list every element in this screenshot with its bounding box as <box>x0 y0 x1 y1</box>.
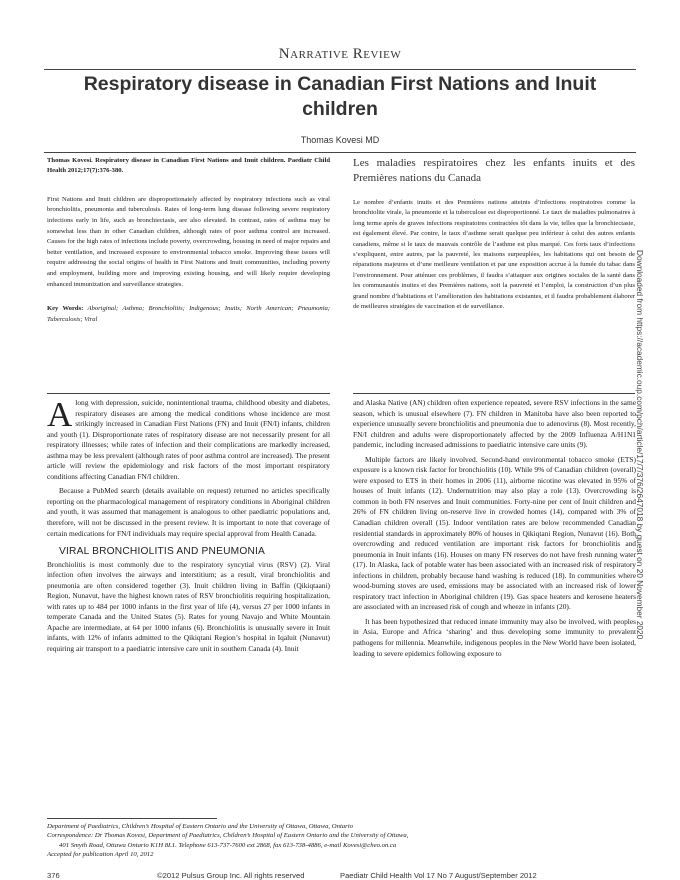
intro-paragraph <box>47 395 330 482</box>
paragraph: It has been hypothesized that reduced innate immunity may also be involved, with peoples in Asia, Europe and Africa ‘sharing’ and thus developing some immunity to prevalent pathogens for millennia. Meanwhile, indigenous peoples in the New World have been isolated, leading to severe epidemics following exposure to <box>353 616 636 658</box>
body-column-left <box>47 395 330 659</box>
affiliation-footnote <box>47 822 637 860</box>
intro-text: long with depression, suicide, nonintentional trauma, childhood obesity and diabetes, respiratory diseases are among the medical conditions whose incidence are most strikingly increased in Canadian First Nations (FN) and Inuit (FN/I) infants, children and youth (1). Disproportionate rates of respiratory disease are not necessarily present for all respiratory illnesses; while rates of infection and their complications are markedly increased, asthma may be less prevalent (although rates of poor asthma control are increased). The present article will review the epidemiology and risk factors of the most important respiratory conditions affecting Canadian FN/I children. <box>47 398 330 481</box>
department: Department of Paediatrics, Children’s Hospital of Eastern Ontario and the University of Ottawa, Ottawa, Ontario <box>47 823 353 830</box>
abstract-body: First Nations and Inuit children are disproportionately affected by respiratory infections such as viral bronchiolitis, pneumonia and tuberculosis. Rates of long-term lung disease following severe respiratory infections early in life, such as bronchiectasis, are also elevated. In contrast, rates of asthma may be somewhat less than in other Canadian children, although rates of poor asthma control are increased. Causes for the high rates of infections include poverty, overcrowding, housing in need of major repairs and better ventilation, and increased exposure to environmental tobacco smoke. Improving these issues will require addressing the social origins of health in First Nations and Inuit communities, including poverty and employment, building more and improving existing housing, and will likely require developing enhanced immunization and surveillance strategies. <box>47 195 330 288</box>
french-abstract <box>353 156 635 312</box>
french-abstract-body: Le nombre d’enfants inuits et des Premières nations atteints d’infections respiratoires comme la bronchiolite virale, la pneumonie et la tuberculose est disproportionné. Le taux de maladies pulmonaires à long terme après de graves infections respiratoires contractées tôt dans la vie, telles que la bronchiectasie, est également élevé. Par contre, le taux d’asthme serait quelque peu inférieur à celui des autres enfants canadiens, même si le taux de mauvais contrôle de l’asthme est plus marqué. Ces forts taux d’infections s’expliquent, entre autres, par la pauvreté, les maisons surpeuplées, les habitations qui ont besoin de réparations majeures et d’une meilleure ventilation et par une exposition accrue à la fumée du tabac dans l’environnement. Pour atténuer ces problèmes, il faudra s’attaquer aux origines sociales de la santé dans les communautés inuites et des Premières nations, soit la pauvreté et l’emploi, la construction d’un plus grand nombre d’habitations et l’amélioration des habitations existantes, et il faudra probablement élaborer de meilleures stratégies de vaccination et de surveillance. <box>353 199 635 311</box>
paragraph: Bronchiolitis is most commonly due to the respiratory syncytial virus (RSV) (2). Viral infection often involves the airways and interstitium; as a result, viral bronchiolitis and pneumonia are often considered together (3). Inuit children living in Baffin (Qikiqtaani) Region, Nunavut, have the highest known rates of RSV bronchiolitis requiring hospitalization, with rates up to 484 per 1000 infants in the first year of life (4), versus 27 per 1000 infants in temperate Canada and the United States (5). Rates for young Navajo and White Mountain Apache are intermediate, at 64 per 1000 infants (6). Bronchiolitis is unusually severe in Inuit infants, with 12% of infants admitted to the Qikiqtani Region’s hospital in Iqaluit (Nunavut) requiring air transport to a paediatric intensive care unit in southern Canada (4). Inuit <box>47 559 330 654</box>
body-column-right <box>353 398 636 663</box>
paragraph: and Alaska Native (AN) children often experience repeated, severe RSV infections in the same season, which is unusual elsewhere (7). FN children in Manitoba have also been reported to experience unusually severe bronchiolitis and pneumonia due to adenovirus (8). Most recently, FN/I children and adults were disproportionately affected by the 2009 Influenza A/H1N1 pandemic, including increased admissions to paediatric intensive care units (9). <box>353 398 636 450</box>
address: 401 Smyth Road, Ottawa Ontario K1H 8L1. Telephone 613-737-7600 ext 2868, fax 613-738-4886, e-mail Kovesi@cheo.on.ca <box>59 841 397 849</box>
correspondence: Correspondence: Dr Thomas Kovesi, Department of Paediatrics, Children’s Hospital of Eastern Ontario and the University of Ottawa, <box>47 832 409 840</box>
journal-info: Paediatr Child Health Vol 17 No 7 August/September 2012 <box>340 871 537 880</box>
copyright: ©2012 Pulsus Group Inc. All rights reserved <box>157 871 305 880</box>
section-heading: VIRAL BRONCHIOLITIS AND PNEUMONIA <box>59 546 266 558</box>
citation: Thomas Kovesi. Respiratory disease in Canadian First Nations and Inuit children. Paediatr Child Health 2012;17(7):376-380. <box>47 157 330 175</box>
keywords <box>47 304 330 325</box>
abstract-rule-left <box>47 393 330 394</box>
keywords-list: Aboriginal; Asthma; Bronchiolitis; Indigenous; Inuits; North American; Pneumonia; Tuberculosis; Viral <box>47 305 331 323</box>
page-number: 376 <box>47 871 60 880</box>
section-label: Narrative Review <box>278 46 402 62</box>
download-watermark: Downloaded from https://academic.oup.com/pch/article/17/7/376/2647018 by guest on 20 November 2020 <box>635 250 645 640</box>
footnote-rule <box>47 818 217 819</box>
keywords-label: Key Words: <box>47 305 84 313</box>
paragraph: Multiple factors are likely involved. Second-hand environmental tobacco smoke (ETS) exposure is a known risk factor for bronchiolitis (10). While 9% of Canadian children (overall) were exposed to ETS in their homes in 2006 (11), airborne nicotine was elevated in 95% of houses of Inuit infants (12). Undernutrition may also play a role (13). Overcrowding is common in both FN reserves and Inuit communities. Forty-nine per cent of Inuit children and 26% of FN children living on-reserve live in crowded homes (14), compared with 3% of Canadian children overall (15). Indoor ventilation rates are below recommended Canadian residential standards in approximately 80% of houses in Qikiqtani Region, Nunavut (16). Both overcrowding and reduced ventilation are important risk factors for bronchiolitis and pneumonia in Inuit infants (16). Houses on many FN reserves do not have fresh running water (17). In Alaska, lack of potable water has been associated with an increased risk of respiratory infections in children, probably because hand washing is reduced (18). In communities where wood-burning stoves are used, emissions may be associated with an increased risk of lower respiratory tract infection in Aboriginal children (19). Gas space heaters and kerosene heaters are associated with an increased risk of cough and wheeze in infants (20). <box>353 454 636 612</box>
author-rule <box>44 152 636 153</box>
paragraph: Because a PubMed search (details available on request) returned no articles specifically reporting on the pharmacological management of respiratory conditions in Aboriginal children and youth, it was assumed that management is analogous to other paediatric populations and, therefore, will not be discussed in the present review. It is important to note that coverage of certain medications for FN/I individuals may require special approval from Health Canada. <box>47 486 330 538</box>
accepted-date: Accepted for publication April 10, 2012 <box>47 851 154 859</box>
french-title: Les maladies respiratoires chez les enfants inuits et des Premières nations du Canada <box>353 157 635 184</box>
drop-cap: A <box>47 395 73 434</box>
author-line: Thomas Kovesi MD <box>300 135 380 145</box>
abstract-rule-right <box>353 393 635 394</box>
title-rule <box>44 69 636 70</box>
english-abstract <box>47 156 330 325</box>
article-title: Respiratory disease in Canadian First Nations and Inuit children <box>83 73 597 120</box>
